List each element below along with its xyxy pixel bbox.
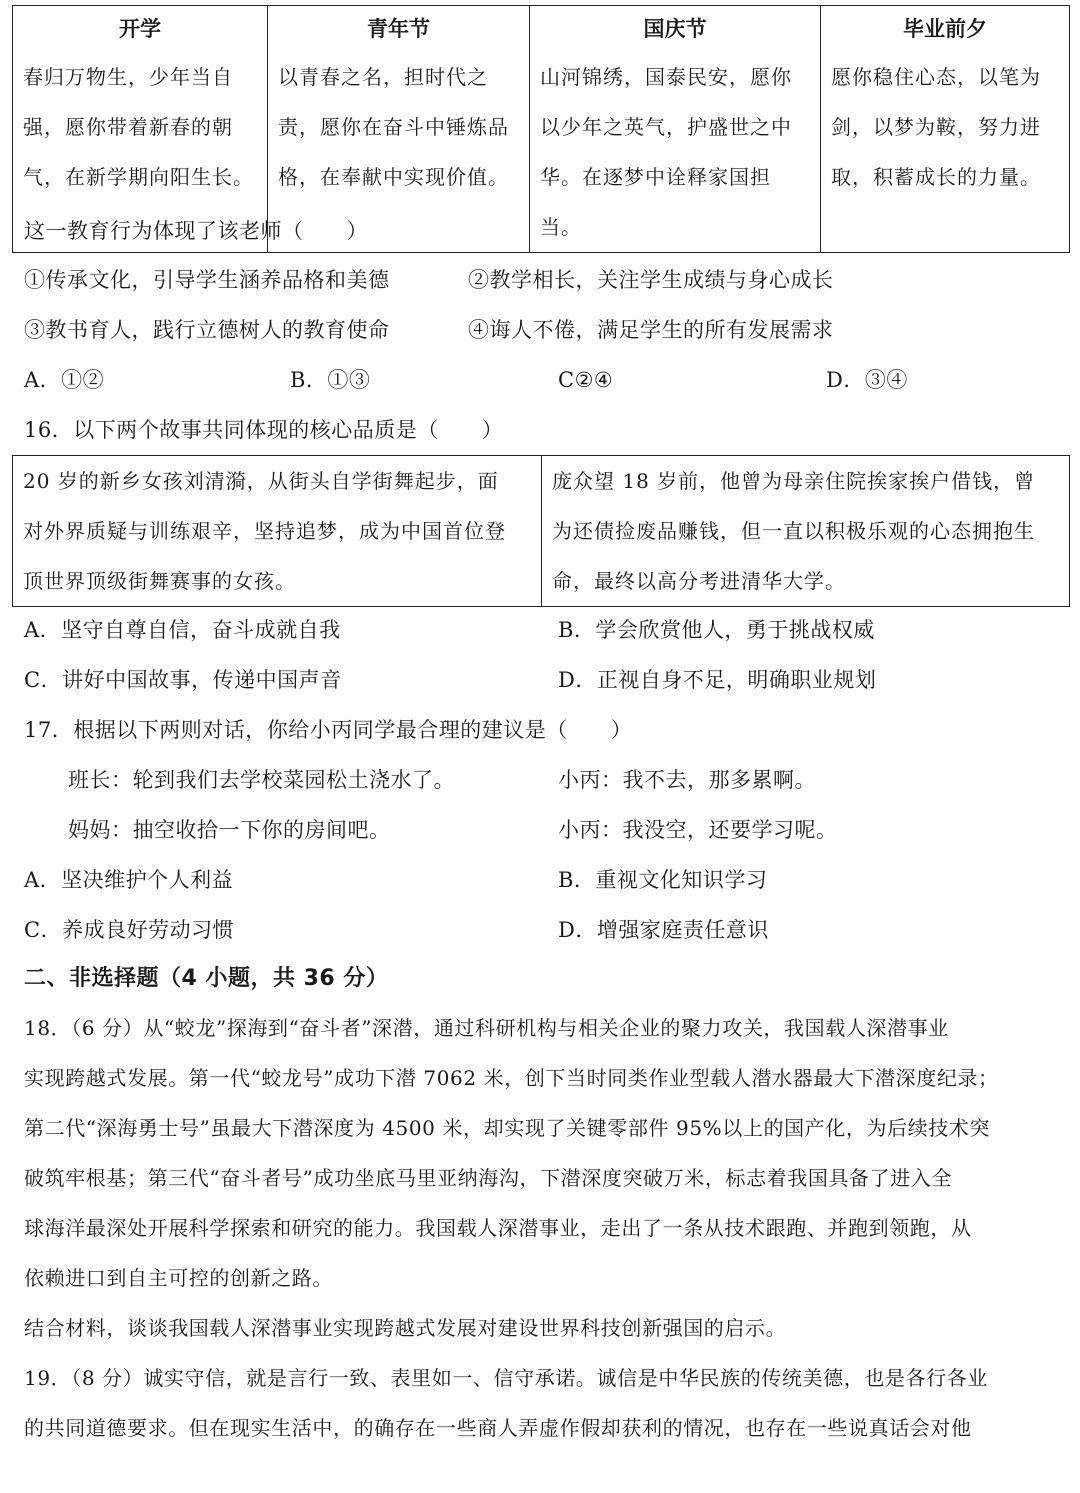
cell-line: 华。在逐梦中诠释家国担当。 — [540, 165, 771, 239]
paragraph-line: 19．（8 分）诚实守信，就是言行一致、表里如一、信守承诺。诚信是中华民族的传统美德，也是各行各业 — [24, 1366, 988, 1390]
table-col-biyeqianxi — [821, 6, 1070, 253]
paragraph-line: 实现跨越式发展。第一代“蛟龙号”成功下潜 7062 米，创下当时同类作业型载人潜水器最大下潜深度纪录； — [24, 1066, 999, 1090]
cell-line: 格，在奉献中实现价值。 — [278, 165, 509, 189]
cell-line: 责，愿你在奋斗中锤炼品 — [278, 115, 509, 139]
q17-dialog-2-right: 小丙：我没空，还要学习呢。 — [558, 818, 838, 842]
section-heading: 二、非选择题（4 小题，共 36 分） — [24, 966, 389, 991]
q15-statement-2: ②教学相长，关注学生成绩与身心成长 — [468, 268, 834, 292]
q16-option-d[interactable]: D．正视自身不足，明确职业规划 — [558, 668, 877, 692]
story-text — [13, 456, 541, 606]
q17-option-b[interactable]: B．重视文化知识学习 — [558, 868, 768, 892]
story-line: 为还债捡废品赚钱，但一直以积极乐观的心态拥抱生 — [552, 519, 1035, 543]
q17-dialog-1-right: 小丙：我不去，那多累啊。 — [558, 768, 816, 792]
q15-option-d[interactable]: D．③④ — [826, 368, 908, 392]
q15-statement-3: ③教书育人，践行立德树人的教育使命 — [24, 318, 390, 342]
table-header: 毕业前夕 — [903, 17, 987, 41]
story-line: 顶世界顶级街舞赛事的女孩。 — [23, 569, 296, 593]
q16-option-a[interactable]: A．坚守自尊自信，奋斗成就自我 — [24, 618, 341, 642]
cell-line: 以少年之英气，护盛世之中 — [540, 115, 792, 139]
table-header: 开学 — [119, 17, 161, 41]
q16-stem: 16．以下两个故事共同体现的核心品质是（ ） — [24, 418, 504, 442]
q15-stem: 这一教育行为体现了该老师（ ） — [24, 219, 368, 243]
cell-line: 剑，以梦为鞍，努力进 — [831, 115, 1041, 139]
story-liu-qingyi — [13, 456, 542, 607]
paragraph-line: 依赖进口到自主可控的创新之路。 — [24, 1266, 333, 1290]
q15-option-c[interactable]: C②④ — [558, 368, 614, 392]
q17-option-a[interactable]: A．坚决维护个人利益 — [24, 868, 234, 892]
story-text — [542, 456, 1069, 606]
q15-option-b[interactable]: B．①③ — [290, 368, 371, 392]
q15-statement-4: ④诲人不倦，满足学生的所有发展需求 — [468, 318, 834, 342]
q17-option-c[interactable]: C．养成良好劳动习惯 — [24, 918, 235, 942]
cell-line: 取，积蓄成长的力量。 — [831, 165, 1041, 189]
paragraph-line: 的共同道德要求。但在现实生活中，的确存在一些商人弄虚作假却获利的情况，也存在一些说真话会对他 — [24, 1416, 972, 1440]
cell-line: 愿你稳住心态，以笔为 — [831, 65, 1041, 89]
cell-line: 强，愿你带着新春的朝 — [23, 115, 233, 139]
paragraph-line: 破筑牢根基；第三代“奋斗者号”成功坐底马里亚纳海沟，下潜深度突破万米，标志着我国具备了进入全 — [24, 1166, 953, 1190]
cell-line: 山河锦绣，国泰民安，愿你 — [540, 65, 792, 89]
paragraph-line: 第二代“深海勇士号”虽最大下潜深度为 4500 米，却实现了关键零部件 95%以上的国产化，为后续技术突 — [24, 1116, 991, 1140]
cell-line: 春归万物生，少年当自 — [23, 65, 233, 89]
q19-material — [24, 1353, 1060, 1453]
q18-question: 结合材料，谈谈我国载人深潜事业实现跨越式发展对建设世界科技创新强国的启示。 — [24, 1316, 787, 1340]
q16-story-table — [12, 455, 1070, 607]
cell-line: 气，在新学期向阳生长。 — [23, 165, 254, 189]
q17-stem: 17．根据以下两则对话，你给小丙同学最合理的建议是（ ） — [24, 718, 633, 742]
q17-option-d[interactable]: D．增强家庭责任意识 — [558, 918, 769, 942]
table-cell — [530, 52, 820, 252]
table-col-guoqingjie — [530, 6, 821, 253]
q17-dialog-2-left: 妈妈：抽空收拾一下你的房间吧。 — [68, 818, 391, 842]
table-header: 青年节 — [367, 17, 430, 41]
table-cell — [821, 52, 1069, 202]
story-pang-zhongwang — [542, 456, 1070, 607]
table-header: 国庆节 — [643, 17, 707, 41]
table-cell — [268, 52, 529, 202]
cell-line: 以青春之名，担时代之 — [278, 65, 488, 89]
q16-option-b[interactable]: B．学会欣赏他人，勇于挑战权威 — [558, 618, 875, 642]
table-cell — [13, 52, 267, 202]
story-line: 命，最终以高分考进清华大学。 — [552, 569, 846, 593]
story-line: 对外界质疑与训练艰辛，坚持追梦，成为中国首位登 — [23, 519, 506, 543]
q17-dialog-1-left: 班长：轮到我们去学校菜园松土浇水了。 — [68, 768, 455, 792]
q18-material — [24, 1003, 1060, 1353]
story-line: 庞众望 18 岁前，他曾为母亲住院挨家挨户借钱，曾 — [552, 469, 1036, 493]
story-line: 20 岁的新乡女孩刘清漪，从街头自学街舞起步，面 — [23, 469, 499, 493]
q15-option-a[interactable]: A．①② — [24, 368, 105, 392]
q16-option-c[interactable]: C．讲好中国故事，传递中国声音 — [24, 668, 342, 692]
paragraph-line: 球海洋最深处开展科学探索和研究的能力。我国载人深潜事业，走出了一条从技术跟跑、并跑到领跑，从 — [24, 1216, 972, 1240]
q15-statement-1: ①传承文化，引导学生涵养品格和美德 — [24, 268, 390, 292]
paragraph-line: 18．（6 分）从“蛟龙”探海到“奋斗者”深潜，通过科研机构与相关企业的聚力攻关，我国载人深潜事业 — [24, 1016, 949, 1040]
